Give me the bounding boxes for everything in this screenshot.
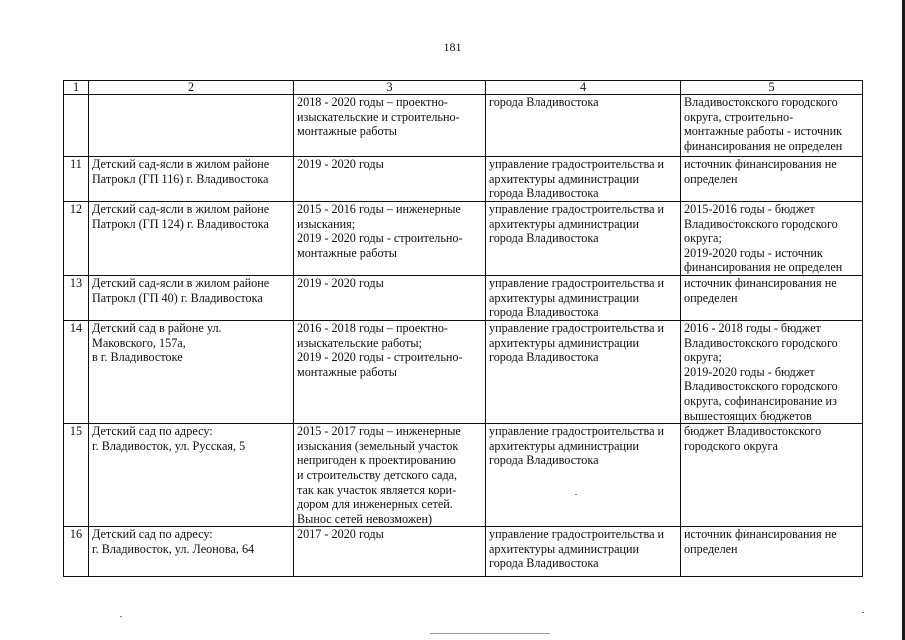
cell-text-line: г. Владивосток, ул. Русская, 5 — [92, 438, 246, 453]
cell-text-line: Патрокл (ГП 124) г. Владивостока — [92, 216, 269, 231]
cell-customer — [486, 424, 681, 527]
cell-period — [294, 320, 486, 423]
cell-text-line: архитектуры администрации — [489, 335, 640, 350]
cell-text-line: 2015 - 2016 годы – инженерные — [297, 202, 461, 216]
cell-text-line: изыскания; — [297, 216, 356, 231]
cell-customer — [486, 275, 681, 320]
cell-text-line: управление градостроительства и — [489, 424, 665, 439]
cell-text-line: города Владивостока — [489, 305, 599, 320]
cell-text-line: непригоден к проектированию — [297, 453, 456, 468]
cell-text-line: г. Владивосток, ул. Леонова, 64 — [92, 541, 255, 556]
cell-funding — [681, 202, 863, 276]
cell-name — [89, 157, 294, 202]
cell-text-line: Детский сад по адресу: — [92, 527, 213, 542]
cell-name — [89, 320, 294, 423]
cell-text-line: Патрокл (ГП 116) г. Владивостока — [92, 171, 269, 186]
cell-text-line: архитектуры администрации — [489, 290, 640, 305]
cell-text-line: Вынос сетей невозможен) — [297, 511, 433, 526]
cell-text-line: округа, строительно- — [684, 109, 794, 124]
cell-text-line: бюджет Владивостокского — [684, 424, 822, 439]
table-row — [64, 157, 863, 202]
cell-text-line: управление градостроительства и — [489, 527, 665, 542]
table-row — [64, 527, 863, 577]
cell-text-line: архитектуры администрации — [489, 438, 640, 453]
cell-period — [294, 202, 486, 276]
table-row — [64, 320, 863, 423]
cell-num: 14 — [64, 320, 89, 423]
cell-text-line: источник финансирования не — [684, 157, 837, 171]
cell-funding — [681, 157, 863, 202]
table-row — [64, 95, 863, 157]
cell-text-line: 2015-2016 годы - бюджет — [684, 202, 815, 216]
cell-num: 13 — [64, 275, 89, 320]
cell-text-line: архитектуры администрации — [489, 216, 640, 231]
cell-customer — [486, 320, 681, 423]
cell-customer — [486, 95, 681, 157]
cell-customer — [486, 202, 681, 276]
cell-text-line: управление градостроительства и — [489, 320, 665, 335]
cell-text-line: архитектуры администрации — [489, 541, 640, 556]
cell-text-line: Детский сад в районе ул. — [92, 320, 222, 335]
cell-text-line: изыскательские работы; — [297, 335, 422, 350]
page-number: 181 — [443, 40, 462, 54]
header-cell-3: 3 — [294, 81, 486, 95]
header-cell-4: 4 — [486, 81, 681, 95]
cell-text-line: Детский сад по адресу: — [92, 424, 213, 439]
cell-num: 12 — [64, 202, 89, 276]
cell-text-line: монтажные работы - источник — [684, 124, 843, 139]
cell-text-line: Патрокл (ГП 40) г. Владивостока — [92, 290, 263, 305]
cell-period — [294, 527, 486, 577]
cell-text-line: управление градостроительства и — [489, 157, 665, 171]
cell-text-line: и строительству детского сада, — [297, 467, 458, 482]
cell-name — [89, 527, 294, 577]
cell-period — [294, 157, 486, 202]
cell-text-line: 2015 - 2017 годы – инженерные — [297, 424, 461, 439]
cell-name — [89, 202, 294, 276]
cell-text-line: определен — [684, 290, 738, 305]
cell-text-line: так как участок является кори- — [297, 482, 457, 497]
cell-text-line: Владивостокского городского — [684, 379, 838, 394]
cell-text-line: 2019-2020 годы - бюджет — [684, 364, 815, 379]
cell-text-line: округа; — [684, 350, 722, 365]
cell-text-line: Маковского, 157а, — [92, 335, 186, 350]
cell-text-line: Детский сад-ясли в жилом районе — [92, 202, 270, 216]
table-row — [64, 275, 863, 320]
cell-text-line: Детский сад-ясли в жилом районе — [92, 275, 270, 290]
cell-text-line: изыскания (земельный участок — [297, 438, 459, 453]
cell-text-line: города Владивостока — [489, 556, 599, 571]
cell-text-line: источник финансирования не — [684, 275, 837, 290]
cell-text-line: округа, софинансирование из — [684, 393, 837, 408]
cell-text-line: Владивостокского городского — [684, 95, 838, 109]
cell-text-line: 2019 - 2020 годы — [297, 275, 384, 290]
header-cell-5: 5 — [681, 81, 863, 95]
cell-num: 15 — [64, 424, 89, 527]
cell-num: 11 — [64, 157, 89, 202]
cell-text-line: архитектуры администрации — [489, 171, 640, 186]
header-cell-1: 1 — [64, 81, 89, 95]
cell-text-line: монтажные работы — [297, 124, 397, 139]
cell-text-line: финансирования не определен — [684, 138, 843, 153]
scan-bottom-rule — [430, 633, 550, 634]
cell-customer — [486, 527, 681, 577]
cell-text-line: 2018 - 2020 годы – проектно- — [297, 95, 448, 109]
cell-text-line: монтажные работы — [297, 364, 397, 379]
cell-text-line: города Владивостока — [489, 453, 599, 468]
scan-speck — [862, 612, 864, 613]
cell-text-line: Детский сад-ясли в жилом районе — [92, 157, 270, 171]
header-row — [64, 81, 863, 95]
cell-period — [294, 424, 486, 527]
cell-funding — [681, 275, 863, 320]
table-row — [64, 202, 863, 276]
cell-num: 16 — [64, 527, 89, 577]
cell-text-line: монтажные работы — [297, 245, 397, 260]
cell-text-line: 2019-2020 годы - источник — [684, 245, 823, 260]
cell-text-line: финансирования не определен — [684, 260, 843, 275]
table-row — [64, 424, 863, 527]
cell-text-line: округа; — [684, 231, 722, 246]
header-cell-2: 2 — [89, 81, 294, 95]
scan-speck — [575, 494, 577, 495]
cell-text-line: определен — [684, 171, 738, 186]
cell-customer — [486, 157, 681, 202]
cell-text-line: Владивостокского городского — [684, 216, 838, 231]
cell-funding — [681, 527, 863, 577]
cell-text-line: 2019 - 2020 годы - строительно- — [297, 350, 463, 365]
cell-text-line: 2019 - 2020 годы - строительно- — [297, 231, 463, 246]
cell-funding — [681, 320, 863, 423]
cell-text-line: определен — [684, 541, 738, 556]
cell-name — [89, 424, 294, 527]
cell-text-line: 2016 - 2018 годы - бюджет — [684, 320, 821, 335]
cell-funding — [681, 95, 863, 157]
cell-name — [89, 275, 294, 320]
cell-funding — [681, 424, 863, 527]
cell-text-line: Владивостокского городского — [684, 335, 838, 350]
cell-text-line: в г. Владивостоке — [92, 350, 183, 365]
construction-schedule-table — [63, 80, 863, 577]
cell-text-line: управление градостроительства и — [489, 202, 665, 216]
cell-text-line: города Владивостока — [489, 95, 599, 109]
cell-text-line: источник финансирования не — [684, 527, 837, 542]
scan-speck — [120, 616, 122, 617]
cell-text-line: 2019 - 2020 годы — [297, 157, 384, 171]
cell-text-line: 2016 - 2018 годы – проектно- — [297, 320, 448, 335]
cell-name — [89, 95, 294, 157]
cell-text-line: управление градостроительства и — [489, 275, 665, 290]
cell-num — [64, 95, 89, 157]
cell-text-line: 2017 - 2020 годы — [297, 527, 384, 542]
cell-text-line: дором для инженерных сетей. — [297, 497, 453, 512]
cell-period — [294, 275, 486, 320]
cell-text-line: изыскательские и строительно- — [297, 109, 460, 124]
cell-text-line: города Владивостока — [489, 231, 599, 246]
cell-text-line: городского округа — [684, 438, 778, 453]
cell-period — [294, 95, 486, 157]
cell-text-line: города Владивостока — [489, 350, 599, 365]
cell-text-line: города Владивостока — [489, 186, 599, 201]
cell-text-line: вышестоящих бюджетов — [684, 408, 812, 423]
